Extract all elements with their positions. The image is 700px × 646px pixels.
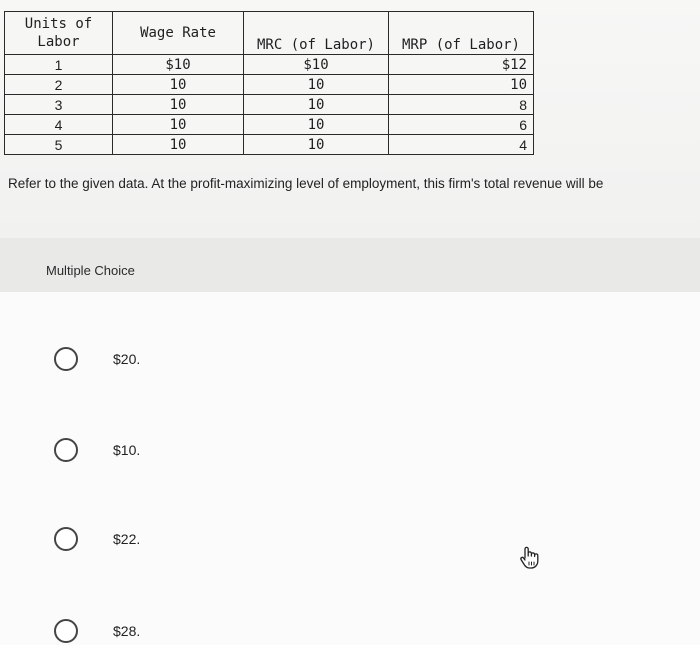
answer-option-4[interactable] xyxy=(54,616,254,646)
cell-units: 2 xyxy=(5,75,113,95)
cell-units: 3 xyxy=(5,95,113,115)
cell-mrc: 10 xyxy=(244,95,389,115)
cell-mrp: 8 xyxy=(389,95,534,115)
cell-wage: 10 xyxy=(113,95,244,115)
header-units-line2: Labor xyxy=(37,34,80,50)
answer-option-2[interactable] xyxy=(54,435,254,465)
multiple-choice-label: Multiple Choice xyxy=(46,263,135,278)
radio-unchecked-icon[interactable] xyxy=(54,347,78,371)
header-units-line1: Units of xyxy=(24,16,93,32)
cell-wage: 10 xyxy=(113,115,244,135)
cell-mrc: $10 xyxy=(244,55,389,75)
table-header-row xyxy=(5,12,534,55)
header-units-of-labor xyxy=(5,12,113,55)
cell-wage: 10 xyxy=(113,75,244,95)
radio-unchecked-icon[interactable] xyxy=(54,438,78,462)
cell-wage: $10 xyxy=(113,55,244,75)
header-mrc: MRC (of Labor) xyxy=(244,12,389,55)
table-row xyxy=(5,75,534,95)
table-row xyxy=(5,95,534,115)
cell-mrp: 6 xyxy=(389,115,534,135)
cell-units: 1 xyxy=(5,55,113,75)
labor-data-table xyxy=(4,11,534,155)
header-wage-rate: Wage Rate xyxy=(113,12,244,55)
hand-pointer-icon xyxy=(519,544,543,570)
answer-option-label: $10. xyxy=(113,442,141,458)
cell-mrp: 4 xyxy=(389,135,534,155)
header-mrp: MRP (of Labor) xyxy=(389,12,534,55)
radio-unchecked-icon[interactable] xyxy=(54,527,78,551)
cell-mrc: 10 xyxy=(244,135,389,155)
table-row xyxy=(5,135,534,155)
answer-option-3[interactable] xyxy=(54,524,254,554)
cell-mrp: 10 xyxy=(389,75,534,95)
cell-mrc: 10 xyxy=(244,75,389,95)
cell-wage: 10 xyxy=(113,135,244,155)
cell-units: 4 xyxy=(5,115,113,135)
radio-unchecked-icon[interactable] xyxy=(54,619,78,643)
answer-option-label: $22. xyxy=(113,531,141,547)
cell-mrp: $12 xyxy=(389,55,534,75)
answer-option-label: $20. xyxy=(113,351,141,367)
answer-option-label: $28. xyxy=(113,623,141,639)
question-text: Refer to the given data. At the profit-maximizing level of employment, this firm's total revenue will be xyxy=(8,176,604,191)
cell-units: 5 xyxy=(5,135,113,155)
cell-mrc: 10 xyxy=(244,115,389,135)
answer-option-1[interactable] xyxy=(54,344,254,374)
table-row xyxy=(5,55,534,75)
table-row xyxy=(5,115,534,135)
